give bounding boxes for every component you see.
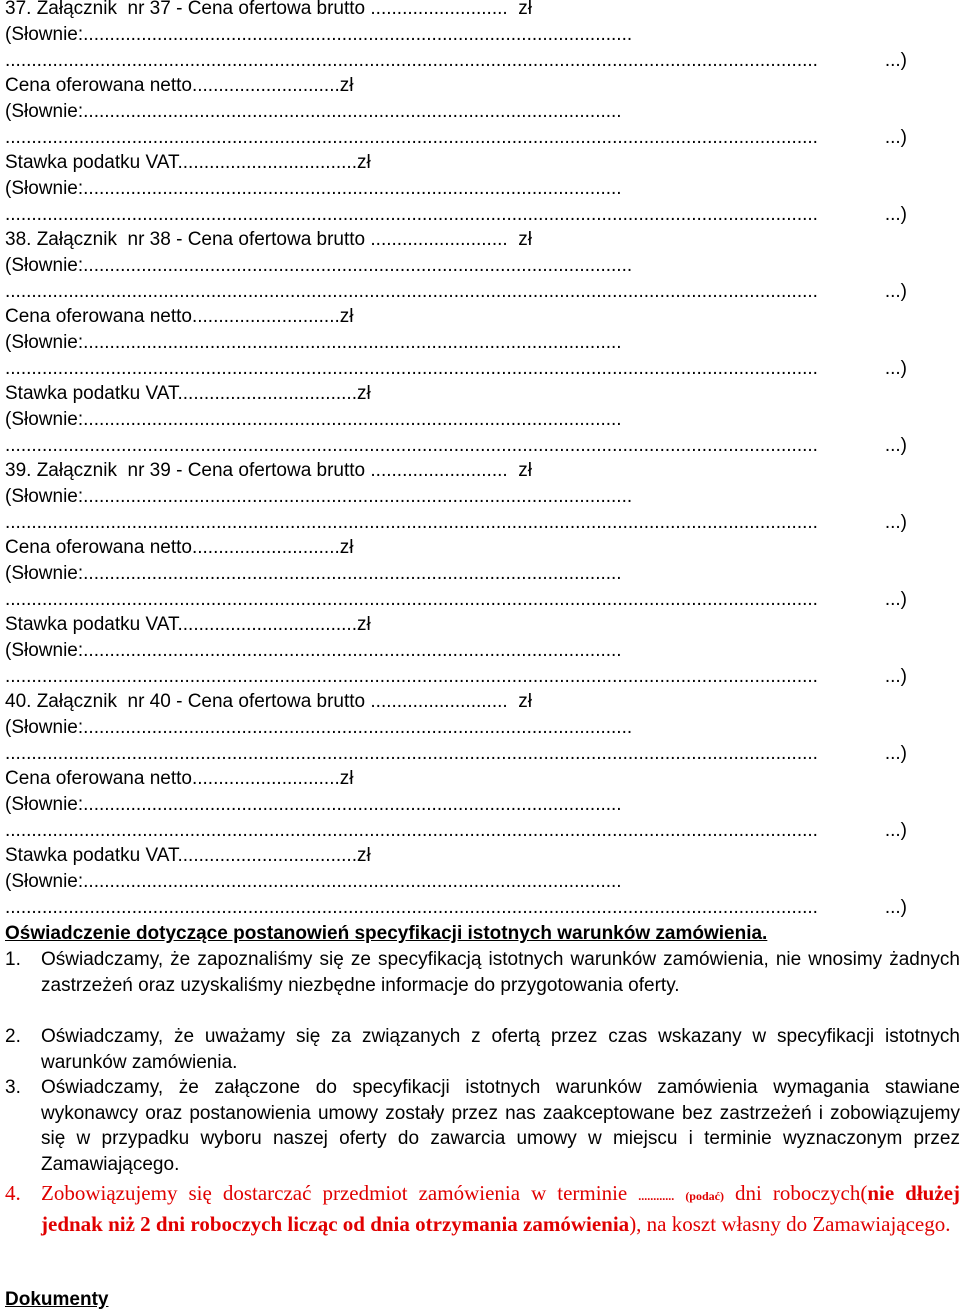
declaration-4	[5, 1179, 960, 1238]
slownie-line: (Słownie:........................................................................................................	[5, 486, 633, 507]
slownie-close-line: .......................................................................................................................................................... ...)	[5, 279, 907, 305]
netto-line: Cena oferowana netto............................zł	[5, 768, 354, 789]
declaration-number: 1.	[5, 949, 21, 970]
netto-line: Cena oferowana netto............................zł	[5, 75, 354, 96]
entry-title: 38. Załącznik nr 38 - Cena ofertowa brutto .......................... zł	[5, 229, 532, 250]
vat-line: Stawka podatku VAT..................................zł	[5, 614, 371, 635]
slownie-line: (Słownie:......................................................................................................	[5, 101, 622, 122]
declaration-number: 3.	[5, 1077, 21, 1098]
declaration-number: 2.	[5, 1026, 21, 1047]
netto-line: Cena oferowana netto............................zł	[5, 537, 354, 558]
slownie-close-line: .......................................................................................................................................................... ...)	[5, 125, 907, 151]
slownie-close-line: .......................................................................................................................................................... ...)	[5, 664, 907, 690]
slownie-line: (Słownie:......................................................................................................	[5, 640, 622, 661]
entry-title: 37. Załącznik nr 37 - Cena ofertowa brutto .......................... zł	[5, 0, 532, 19]
slownie-close-line: .......................................................................................................................................................... ...)	[5, 202, 907, 228]
slownie-close-line: .......................................................................................................................................................... ...)	[5, 510, 907, 536]
vat-line: Stawka podatku VAT..................................zł	[5, 845, 371, 866]
slownie-line: (Słownie:........................................................................................................	[5, 717, 633, 738]
declaration-text: Oświadczamy, że zapoznaliśmy się ze specyfikacją istotnych warunków zamówienia, nie wnosimy żadnych zastrzeżeń oraz uzyskaliśmy niezbędne informacje do przygotowania oferty.	[41, 949, 960, 996]
slownie-close-line: .......................................................................................................................................................... ...)	[5, 818, 907, 844]
entry-title: 39. Załącznik nr 39 - Cena ofertowa brutto .......................... zł	[5, 460, 532, 481]
declaration-1	[5, 947, 960, 998]
slownie-close-line: .......................................................................................................................................................... ...)	[5, 48, 907, 74]
slownie-close-line: .......................................................................................................................................................... ...)	[5, 587, 907, 613]
hint-text: (podać)	[685, 1189, 724, 1203]
declaration-text: Zobowiązujemy się dostarczać przedmiot zamówienia w terminie ............ (podać) dni roboczych(nie dłużej jednak niż 2 dni roboczych licząc od dnia otrzymania zamówienia), na koszt własny do Zamawiającego.	[41, 1181, 960, 1236]
declaration-number: 4.	[5, 1181, 21, 1205]
slownie-line: (Słownie:........................................................................................................	[5, 24, 633, 45]
vat-line: Stawka podatku VAT..................................zł	[5, 383, 371, 404]
slownie-line: (Słownie:......................................................................................................	[5, 563, 622, 584]
declaration-3	[5, 1075, 960, 1178]
declaration-text: Oświadczamy, że załączone do specyfikacji istotnych warunków zamówienia wymagania stawiane wykonawcy oraz postanowienia umowy zostały przez nas zaakceptowane bez zastrzeżeń i zobowiązujemy się w przypadku wyboru naszej oferty do zawarcia umowy w miejscu i terminie wyznaczonym przez Zamawiającego.	[41, 1077, 960, 1176]
slownie-line: (Słownie:......................................................................................................	[5, 871, 622, 892]
slownie-line: (Słownie:......................................................................................................	[5, 409, 622, 430]
slownie-close-line: .......................................................................................................................................................... ...)	[5, 895, 907, 921]
documents-heading: Dokumenty	[5, 1289, 109, 1310]
slownie-close-line: .......................................................................................................................................................... ...)	[5, 741, 907, 767]
slownie-close-line: .......................................................................................................................................................... ...)	[5, 356, 907, 382]
declaration-text: Oświadczamy, że uważamy się za związanych z ofertą przez czas wskazany w specyfikacji istotnych warunków zamówienia.	[41, 1026, 960, 1073]
slownie-close-line: .......................................................................................................................................................... ...)	[5, 433, 907, 459]
slownie-line: (Słownie:......................................................................................................	[5, 178, 622, 199]
blank-field: ............	[638, 1189, 675, 1203]
slownie-line: (Słownie:......................................................................................................	[5, 332, 622, 353]
bold-condition: nie dłużej jednak niż 2 dni roboczych licząc od dnia otrzymania zamówienia	[41, 1181, 960, 1236]
declaration-2	[5, 1024, 960, 1075]
slownie-line: (Słownie:........................................................................................................	[5, 255, 633, 276]
entry-title: 40. Załącznik nr 40 - Cena ofertowa brutto .......................... zł	[5, 691, 532, 712]
netto-line: Cena oferowana netto............................zł	[5, 306, 354, 327]
section-heading: Oświadczenie dotyczące postanowień specyfikacji istotnych warunków zamówienia.	[5, 923, 768, 944]
vat-line: Stawka podatku VAT..................................zł	[5, 152, 371, 173]
slownie-line: (Słownie:......................................................................................................	[5, 794, 622, 815]
